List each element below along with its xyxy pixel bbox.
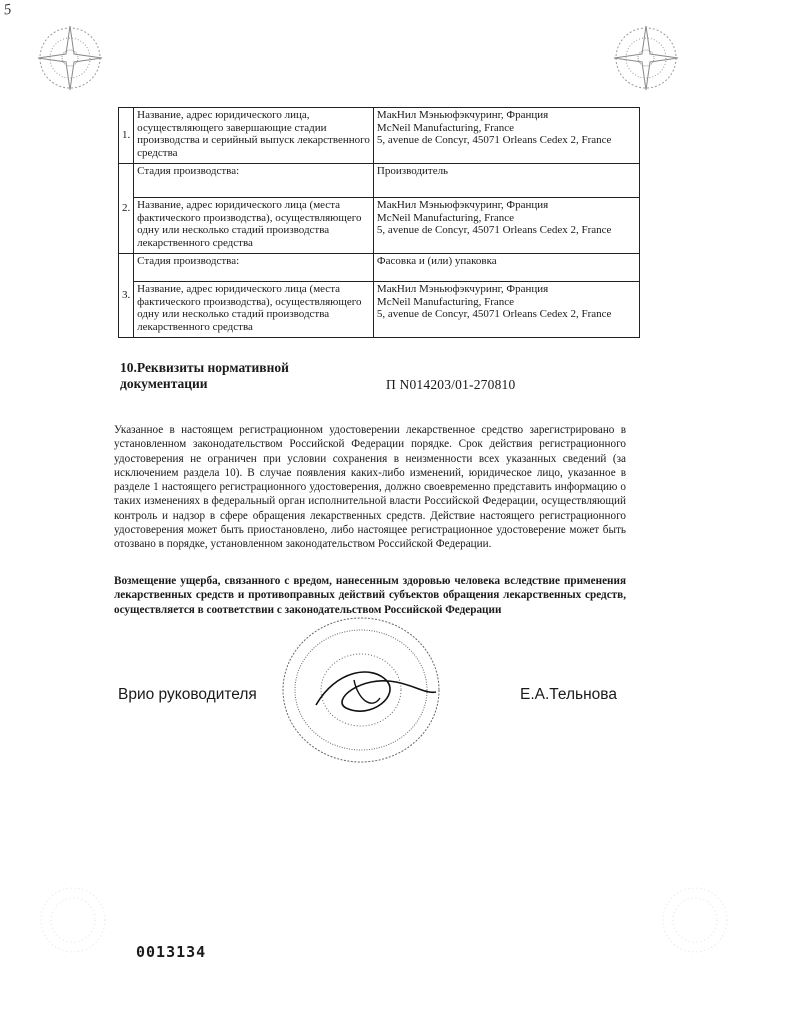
manufacturer-name-ru: МакНил Мэньюфэкчуринг, Франция <box>376 109 549 121</box>
section10-value: П N014203/01-270810 <box>386 377 516 392</box>
signatory-name: Е.А.Тельнова <box>520 686 617 703</box>
manufacturer-name-en: McNeil Manufacturing, France <box>376 121 515 134</box>
ornament-icon <box>650 880 740 960</box>
corner-handwritten-mark: 5 <box>2 1 13 19</box>
validity-paragraph: Указанное в настоящем регистрационном удостоверении лекарственное средство зарегистрировано в установленном законодательством Российской Федерации порядке. Срок действия регистрационного удостоверения не ограничен при условии сохранения в неизменности всех указанных сведений (за исключением раздела 10). В случае появления каких-либо изменений, юридическое лицо, указанное в разделе 1 настоящего регистрационного удостоверения, должно своевременно представить информацию о таких изменениях в федеральный орган исполнительной власти Российской Федерации, осуществляющий контроль и надзор в сфере обращения лекарственных средств. Действие настоящего регистрационного удостоверения может быть приостановлено, либо настоящее регистрационное удостоверение может быть отозвано в порядке, установленном законодательством Российской Федерации. <box>114 424 626 551</box>
row-value: Фасовка и (или) упаковка <box>373 254 639 282</box>
row-label: Название, адрес юридического лица, осуществляющего завершающие стадии производства и серийный выпуск лекарственного средства <box>134 108 374 164</box>
manufacturer-address: 5, avenue de Concyr, 45071 Orleans Cedex 2, France <box>376 224 612 236</box>
row-label: Стадия производства: <box>134 164 374 198</box>
row-value: Производитель <box>373 164 639 198</box>
table-row <box>119 282 640 338</box>
ornament-icon <box>28 880 118 960</box>
table-row <box>119 198 640 254</box>
table-row <box>119 254 640 282</box>
damages-paragraph: Возмещение ущерба, связанного с вредом, нанесенным здоровью человека вследствие применения лекарственных средств и противоправных действий субъектов обращения лекарственных средств, осуществляется в соответствии с законодательством Российской Федерации <box>114 575 626 616</box>
manufacturer-name-en: McNeil Manufacturing, France <box>376 211 515 224</box>
signatory-title: Врио руководителя <box>118 686 257 703</box>
section10-title: 10.Реквизиты нормативной документации <box>120 360 289 391</box>
ornament-icon <box>30 18 110 98</box>
row-value <box>373 282 639 338</box>
official-seal-icon <box>276 610 446 770</box>
manufacturing-table <box>118 107 640 338</box>
serial-number: 0013134 <box>136 943 207 961</box>
manufacturer-name-ru: МакНил Мэньюфэкчуринг, Франция <box>376 283 549 295</box>
table-row <box>119 108 640 164</box>
row-label: Стадия производства: <box>134 254 374 282</box>
table-row <box>119 164 640 198</box>
ornament-icon <box>606 18 686 98</box>
row-value <box>373 198 639 254</box>
manufacturer-name-en: McNeil Manufacturing, France <box>376 295 515 308</box>
row-value <box>373 108 639 164</box>
row-number: 2. <box>119 164 134 254</box>
row-label: Название, адрес юридического лица (места фактического производства), осуществляющего одну или несколько стадий производства лекарственного средства <box>134 282 374 338</box>
row-number: 3. <box>119 254 134 338</box>
row-label: Название, адрес юридического лица (места фактического производства), осуществляющего одну или несколько стадий производства лекарственного средства <box>134 198 374 254</box>
manufacturer-address: 5, avenue de Concyr, 45071 Orleans Cedex 2, France <box>376 134 612 146</box>
manufacturer-address: 5, avenue de Concyr, 45071 Orleans Cedex 2, France <box>376 308 612 320</box>
manufacturer-name-ru: МакНил Мэньюфэкчуринг, Франция <box>376 199 549 211</box>
row-number: 1. <box>119 108 134 164</box>
